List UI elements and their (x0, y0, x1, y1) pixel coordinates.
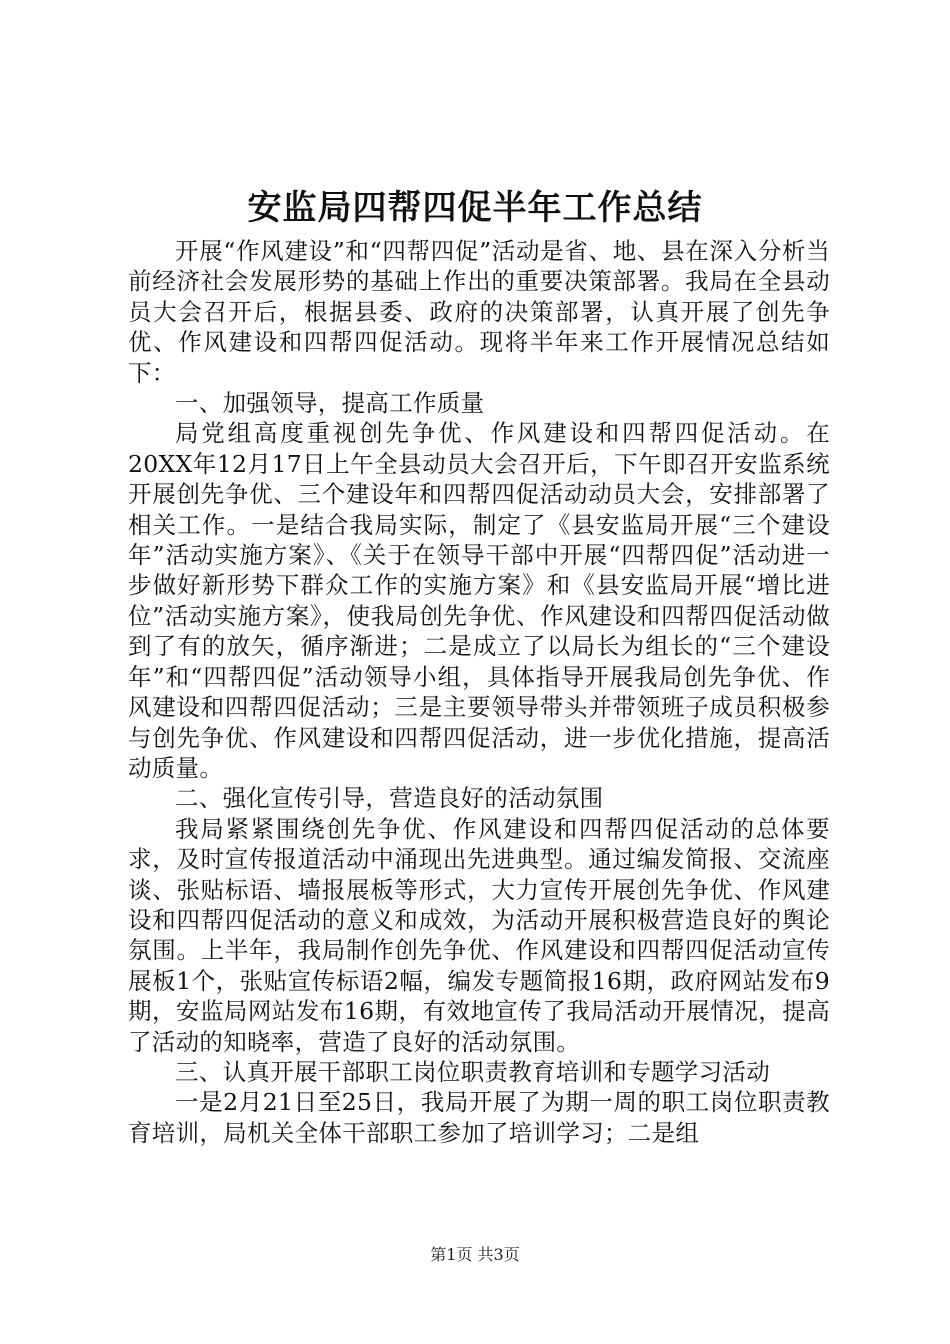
section-heading-3: 三、认真开展干部职工岗位职责教育培训和专题学习活动 (175, 1057, 770, 1086)
page-number-footer: 第1页 共3页 (430, 1245, 520, 1264)
section-heading-2: 二、强化宣传引导，营造良好的活动氛围 (175, 784, 604, 813)
section-3-paragraph: 一是2月21日至25日，我局开展了为期一周的职工岗位职责教育培训，局机关全体干部职工参加了培训学习；二是组 (128, 1088, 830, 1147)
intro-paragraph: 开展“作风建设”和“四帮四促”活动是省、地、县在深入分析当前经济社会发展形势的基础上作出的重要决策部署。我局在全县动员大会召开后，根据县委、政府的决策部署，认真开展了创先争优、作风建设和四帮四促活动。现将半年来工作开展情况总结如下： (128, 237, 830, 387)
document-title: 安监局四帮四促半年工作总结 (247, 188, 703, 228)
document-body (128, 236, 830, 1148)
section-2-paragraph: 我局紧紧围绕创先争优、作风建设和四帮四促活动的总体要求，及时宣传报道活动中涌现出先进典型。通过编发简报、交流座谈、张贴标语、墙报展板等形式，大力宣传开展创先争优、作风建设和四帮四促活动的意义和成效，为活动开展积极营造良好的舆论氛围。上半年，我局制作创先争优、作风建设和四帮四促活动宣传展板1个，张贴宣传标语2幅，编发专题简报16期，政府网站发布9期，安监局网站发布16期，有效地宣传了我局活动开展情况，提高了活动的知晓率，营造了良好的活动氛围。 (128, 814, 830, 1056)
section-heading-1: 一、加强领导，提高工作质量 (175, 389, 485, 418)
section-1-paragraph: 局党组高度重视创先争优、作风建设和四帮四促活动。在20XX年12月17日上午全县动员大会召开后，下午即召开安监系统开展创先争优、三个建设年和四帮四促活动动员大会，安排部署了相关工作。一是结合我局实际，制定了《县安监局开展“三个建设年”活动实施方案》、《关于在领导干部中开展“四帮四促”活动进一步做好新形势下群众工作的实施方案》和《县安监局开展“增比进位”活动实施方案》，使我局创先争优、作风建设和四帮四促活动做到了有的放矢，循序渐进；二是成立了以局长为组长的“三个建设年”和“四帮四促”活动领导小组，具体指导开展我局创先争优、作风建设和四帮四促活动；三是主要领导带头并带领班子成员积极参与创先争优、作风建设和四帮四促活动，进一步优化措施，提高活动质量。 (128, 419, 830, 782)
